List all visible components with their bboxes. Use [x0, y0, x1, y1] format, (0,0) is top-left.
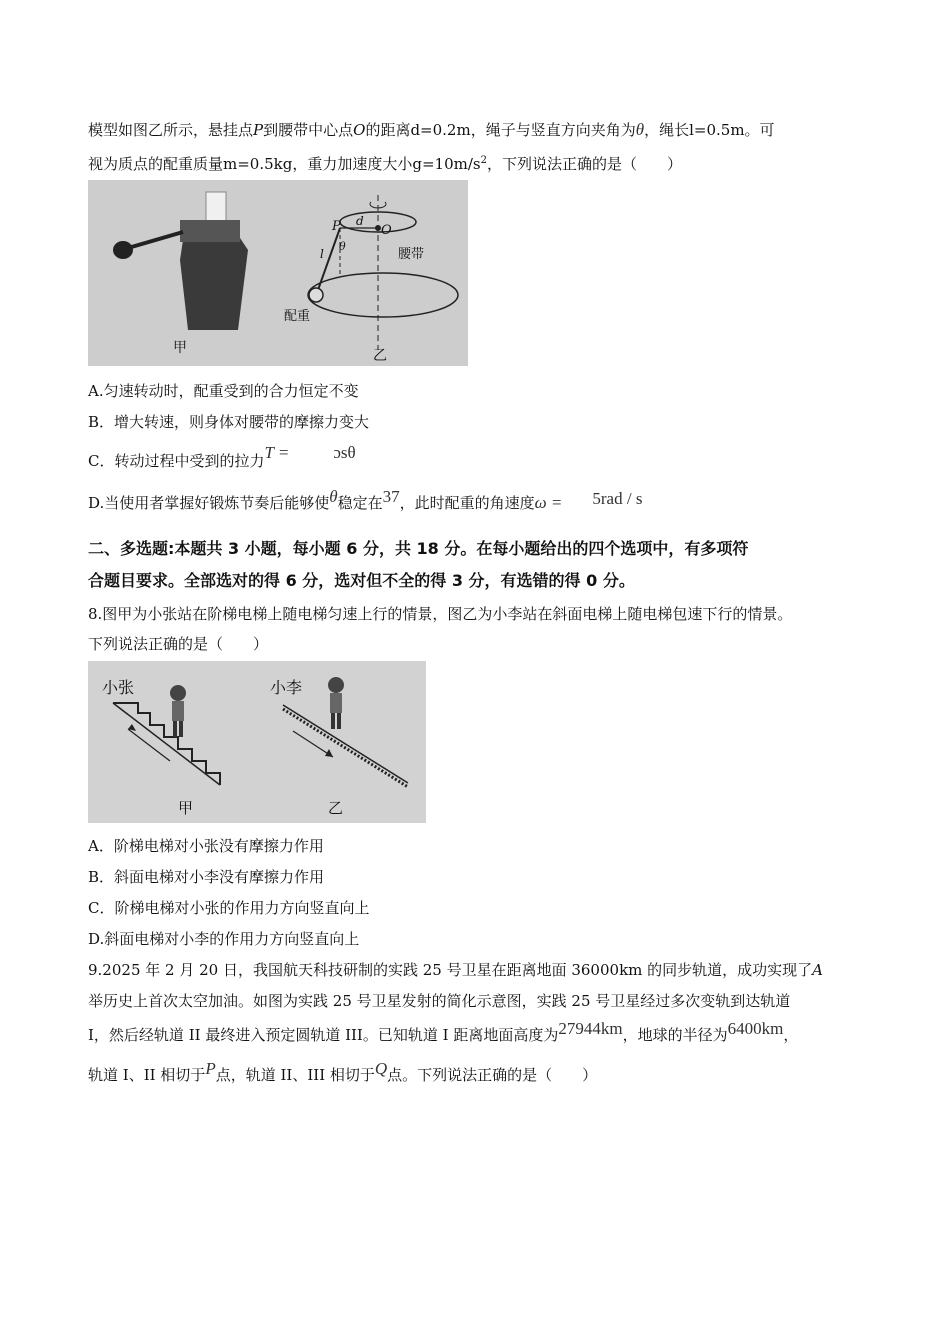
q7-option-c [88, 443, 356, 472]
text: C．转动过程中受到的拉力 [88, 452, 265, 470]
figure-waist-trainer [88, 180, 468, 366]
fig2-label-jia: 甲 [178, 799, 194, 817]
q8-stem-line1: 8.图甲为小张站在阶梯电梯上随电梯匀速上行的情景，图乙为小李站在斜面电梯上随电梯包速下行的情景。 [88, 605, 793, 623]
q7-option-d [88, 487, 643, 514]
text: ，此时配重的角速度 [399, 494, 535, 512]
text: ，绳长 [644, 121, 690, 139]
text: 的距离 [365, 121, 411, 139]
section-heading-line2: 合题目要求。全部选对的得 6 分，选对但不全的得 3 分，有选错的得 0 分。 [88, 571, 635, 590]
var-O: O [353, 121, 366, 139]
g-exponent: 2 [480, 155, 487, 166]
q8-option-d: D.斜面电梯对小李的作用力方向竖直向上 [88, 930, 360, 948]
fig1-label-yi: 乙 [373, 348, 387, 364]
q7-stem-line2 [88, 150, 682, 175]
d-theta: θ [329, 487, 338, 506]
q8-option-c: C．阶梯电梯对小张的作用力方向竖直向上 [88, 899, 370, 917]
figure-escalators-drawing [88, 661, 426, 823]
q9-stem-line1 [88, 959, 823, 981]
text: 稳定在 [337, 494, 383, 512]
text: ，重力加速度大小 [292, 155, 413, 173]
text: D.当使用者掌握好锻炼节奏后能够使 [88, 494, 330, 512]
fig2-label-yi: 乙 [328, 799, 344, 817]
text: 9.2025 年 2 月 20 日，我国航天科技研制的实践 25 号卫星在距离地面 36000km 的同步轨道，成功实现了 [88, 961, 813, 979]
q7-option-a: A.匀速转动时，配重受到的合力恒定不变 [88, 382, 359, 400]
text: A [812, 961, 823, 979]
text: ，下列说法正确的是（ ） [486, 155, 682, 173]
d-omega: ω = [534, 493, 563, 512]
point-P: P [205, 1059, 216, 1078]
text: 到腰带中心点 [263, 121, 354, 139]
var-P: P [253, 121, 264, 139]
q7-stem-line1 [88, 119, 775, 141]
g-value: g=10m/s [412, 155, 481, 173]
d-omega-value: 5rad / s [592, 489, 643, 508]
text: ，绳子与竖直方向夹角为 [470, 121, 636, 139]
figure-escalators [88, 661, 426, 823]
text: 。可 [744, 121, 775, 139]
orbit-height: 27944km [558, 1019, 623, 1038]
text: 视为质点的配重质量 [88, 155, 224, 173]
d-value: d=0.2m [410, 121, 471, 139]
c-formula-right: ɔsθ [333, 443, 356, 462]
theta-symbol: θ [635, 120, 645, 139]
fig1-label-theta: θ [339, 240, 346, 253]
fig1-label-jia: 甲 [173, 340, 187, 356]
text: I，然后经轨道 II 最终进入预定圆轨道 III。已知轨道 I 距离地面高度为 [88, 1026, 559, 1044]
q8-option-b: B．斜面电梯对小李没有摩擦力作用 [88, 868, 325, 886]
d-angle: 37 [382, 487, 400, 506]
q9-stem-line2: 举历史上首次太空加油。如图为实践 25 号卫星发射的简化示意图，实践 25 号卫星经过多次变轨到达轨道 [88, 992, 791, 1010]
fig1-label-O: O [381, 223, 392, 238]
figure-waist-trainer-drawing [88, 180, 468, 366]
fig1-label-d: d [356, 214, 364, 228]
m-value: m=0.5kg [223, 155, 293, 173]
c-formula-left: T = [264, 443, 290, 462]
fig2-label-li: 小李 [270, 678, 303, 697]
text: 点，轨道 II、III 相切于 [215, 1066, 375, 1084]
fig1-label-weight: 配重 [284, 309, 311, 324]
fig1-label-l: l [320, 247, 324, 261]
q8-option-a: A．阶梯电梯对小张没有摩擦力作用 [88, 837, 324, 855]
section-heading-line1: 二、多选题:本题共 3 小题，每小题 6 分，共 18 分。在每小题给出的四个选项中，有多项符 [88, 539, 749, 558]
text: ， [783, 1026, 799, 1044]
q7-option-b: B．增大转速，则身体对腰带的摩擦力变大 [88, 413, 370, 431]
q9-stem-line3 [88, 1019, 799, 1046]
fig1-label-P: P [332, 219, 341, 234]
q9-stem-line4 [88, 1059, 598, 1086]
earth-radius: 6400km [727, 1019, 784, 1038]
point-Q: Q [374, 1059, 388, 1078]
l-value: l=0.5m [689, 121, 745, 139]
fig2-label-zhang: 小张 [102, 678, 135, 697]
text: 模型如图乙所示，悬挂点 [88, 121, 254, 139]
text: ，地球的半径为 [622, 1026, 728, 1044]
text: 轨道 I、II 相切于 [88, 1066, 206, 1084]
fig1-label-belt: 腰带 [398, 247, 425, 262]
q8-stem-line2: 下列说法正确的是（ ） [88, 635, 269, 653]
text: 点。下列说法正确的是（ ） [387, 1066, 598, 1084]
